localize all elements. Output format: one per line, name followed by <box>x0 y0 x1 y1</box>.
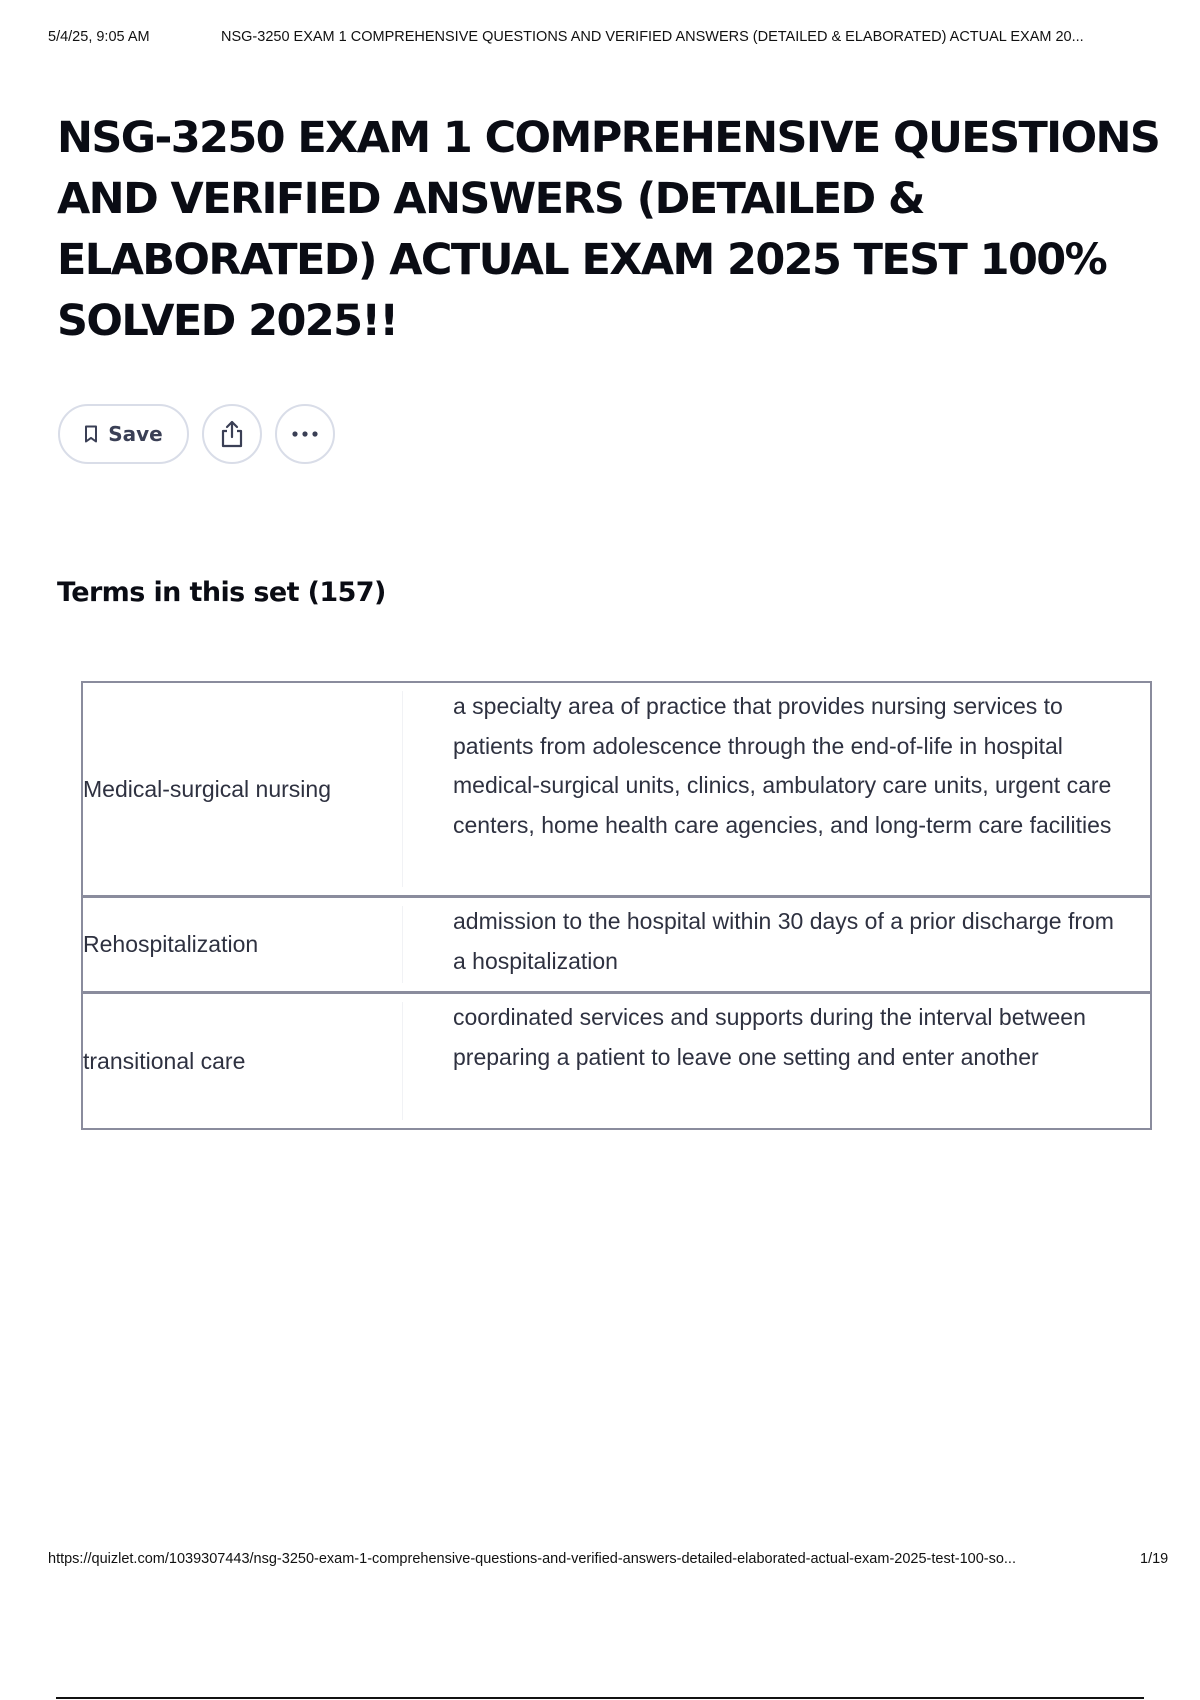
print-footer <box>48 1551 1190 1567</box>
page-title: NSG-3250 EXAM 1 COMPREHENSIVE QUESTIONS AND VERIFIED ANSWERS (DETAILED & ELABORATED) ACTUAL EXAM 2025 TEST 100% SOLVED 2025!! <box>57 113 1160 346</box>
definition-text: a specialty area of practice that provides nursing services to patients from adolescence through the end-of-life in hospital medical-surgical units, clinics, ambulatory care units, urgent care centers, home health care agencies, and long-term care facilities <box>453 693 1112 838</box>
print-datetime: 5/4/25, 9:05 AM <box>48 29 150 45</box>
term-row <box>81 895 1152 993</box>
print-url: https://quizlet.com/1039307443/nsg-3250-exam-1-comprehensive-questions-and-verified-answers-detailed-elaborated-actual-exam-2025-test-100-so... <box>48 1551 1016 1567</box>
save-button[interactable] <box>58 404 189 464</box>
definition-text: coordinated services and supports during the interval between preparing a patient to leave one setting and enter another <box>453 1004 1086 1070</box>
definition-text: admission to the hospital within 30 days of a prior discharge from a hospitalization <box>453 908 1114 974</box>
share-icon <box>219 420 245 448</box>
share-button[interactable] <box>202 404 262 464</box>
save-button-label: Save <box>108 422 163 446</box>
page-number: 1/19 <box>1140 1551 1169 1567</box>
page-divider <box>56 1697 1144 1699</box>
term-text: Medical-surgical nursing <box>83 691 403 887</box>
more-horizontal-icon <box>291 430 319 438</box>
terms-count-heading: Terms in this set (157) <box>57 577 386 608</box>
term-row <box>81 991 1152 1130</box>
more-button[interactable] <box>275 404 335 464</box>
term-row <box>81 681 1152 897</box>
action-bar <box>58 404 348 464</box>
term-text: transitional care <box>83 1002 403 1120</box>
term-text: Rehospitalization <box>83 906 403 983</box>
terms-list <box>81 681 1152 1130</box>
print-doc-title: NSG-3250 EXAM 1 COMPREHENSIVE QUESTIONS AND VERIFIED ANSWERS (DETAILED & ELABORATED) ACTUAL EXAM 20... <box>221 29 1084 45</box>
print-header <box>48 29 1186 45</box>
bookmark-icon <box>84 425 98 443</box>
